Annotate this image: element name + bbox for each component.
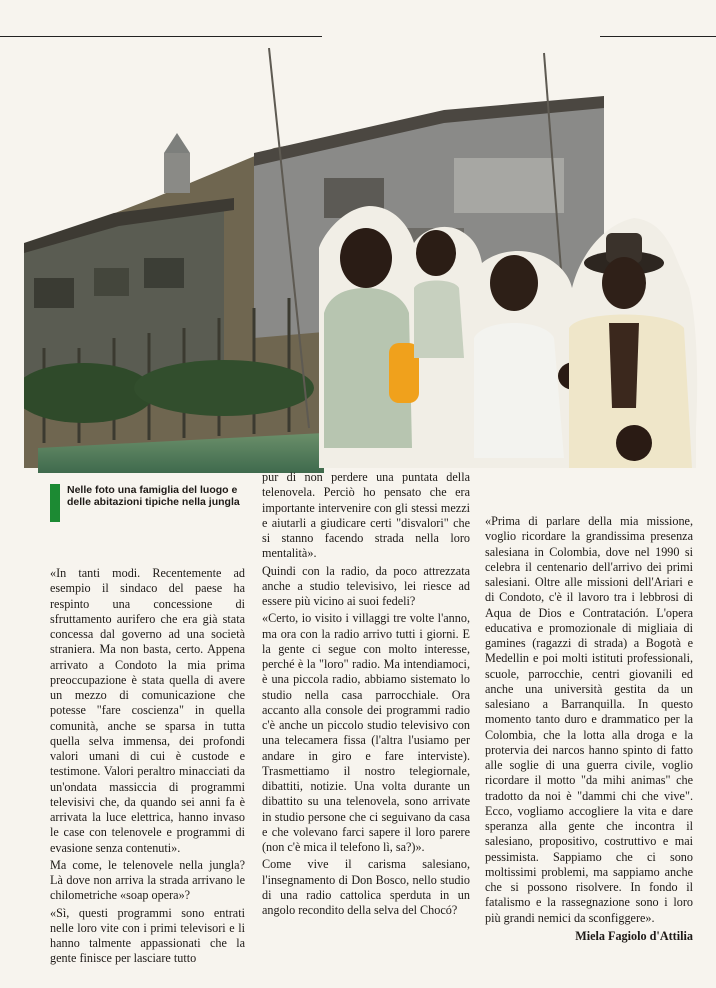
caption-text: Nelle foto una famiglia del luogo e delle abitazioni tipiche nella jungla [67,484,240,508]
paragraph: Ma come, le telenovele nella jungla? Là dove non arriva la strada arrivano le chilometriche «soap opera»? [50,857,245,903]
paragraph: Quindi con la radio, da poco attrezzata anche a studio televisivo, lei riesce ad essere più vicino ai suoi fedeli? [262,563,470,608]
paragraph: «In tanti modi. Recentemente ad esempio il sindaco del paese ha respinto una concessione di sfruttamento aurifero che era già stata concessa dal governo ad una società straniera. Ma non basta, certo. Appena arrivato a Condoto la mia prima preoccupazione è stata quella di avere un mezzo di comunicazione che potesse "fare coscienza" in quella comunità, anche se sparsa in tutta quella selva immensa, dei profondi valori umani di cui è custode e testimone. Valori peraltro minacciati da un'ondata massiccia di programmi televisivi che, da quando sei anni fa è arrivata la luce elettrica, hanno invaso le case con telenovele e programmi di evasione senza contenuti». [50,566,245,855]
text-column-1 [50,566,245,967]
paragraph: Come vive il carisma salesiano, l'insegnamento di Don Bosco, nello studio di una radio cattolica sperduta in un angolo recondito della selva del Chocó? [262,857,470,917]
article-photo [24,48,704,473]
paragraph: «Prima di parlare della mia missione, voglio ricordare la grandissima presenza salesiana in Colombia, dove nel 1990 si celebra il centenario dell'arrivo dei primi salesiani. Oltre alle missioni dell'Ariari e di Condoto, c'è il lavoro tra i lebbrosi di Aqua de Dios e Contratación. L'opera educativa e promozionale di migliaia di gamines (ragazzi di strada) a Bogotà e Medellin e poi molti istituti professionali, scuole, parrocchie, centri giovanili ed anche una università gestita da un salesiano a Barranquilla. In questo momento tanto duro e drammatico per la Colombia, che la lotta alla droga e la protervia dei narcos hanno spinto di fatto alle soglie di una guerra civile, voglio ricordare il motto "da mihi animas" che tradotto da noi è "dammi chi che vive". Ecco, vogliamo accogliere la vita e dare speranza alla gente che incontra il salesiano, propositivo, costruttivo e mai pessimista. Sappiamo che ci sono moltissimi problemi, ma sappiamo anche che si possono risolvere. In fondo il fatalismo e la rassegnazione sono i loro più grandi nemici da sconfiggere». [485,514,693,925]
paragraph: «Sì, questi programmi sono entrati nelle loro vite con i primi televisori e li hanno talmente appassionati che la gente finisce per lasciare tutto [50,905,245,966]
caption-marker [50,484,60,522]
text-column-2 [262,470,470,918]
photo-caption [50,484,245,522]
photo-icon [24,48,704,473]
top-rule-left [0,36,322,37]
author-signature: Miela Fagiolo d'Attilia [575,928,693,943]
paragraph: «Certo, io visito i villaggi tre volte l'anno, ma ora con la radio arrivo tutti i giorni. E la gente ci segue con molto interesse, perché è la "loro" radio. Ma intendiamoci, è una piccola radio, abbiamo sistemato lo studio nella casa parrocchiale. Ora accanto alla console dei programmi radio c'è anche un piccolo studio televisivo con una telecamera fissa (l'altra l'usiamo per andare in giro e fare interviste). Trasmettiamo il nostro telegiornale, dibattiti, notizie. Una volta durante un dibattito su una telenovela, sono arrivate in studio persone che ci seguivano da casa e che volevano farci sapere il loro parere (non c'è mica il telefono lì, sa?)». [262,611,470,854]
paragraph: pur di non perdere una puntata della telenovela. Perciò ho pensato che era importante intervenire con gli stessi mezzi e aiutarli a giudicare certi "disvalori" che si stanno facendo strada nella loro mentalità». [262,470,470,561]
text-column-3 [485,514,693,944]
top-rule-right [600,36,716,37]
